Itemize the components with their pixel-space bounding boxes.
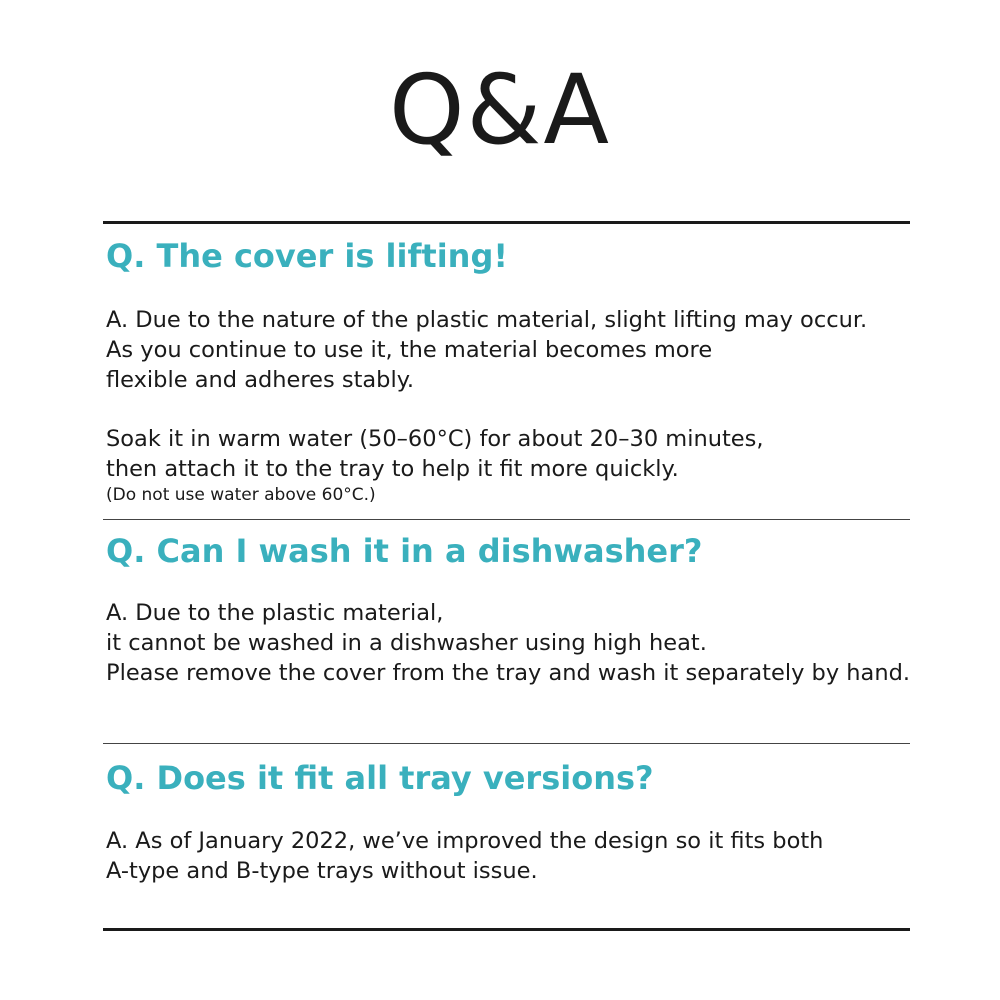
answer-line: it cannot be washed in a dishwasher using high heat.	[106, 630, 707, 656]
answer-line: flexible and adheres stably.	[106, 367, 414, 393]
divider-bottom	[103, 928, 910, 931]
answer-line: A-type and B-type trays without issue.	[106, 858, 538, 884]
answer-line: A. Due to the plastic material,	[106, 600, 444, 626]
divider	[103, 743, 910, 744]
answer-line: Soak it in warm water (50–60°C) for about 20–30 minutes,	[106, 426, 764, 452]
answer-tip-block-1	[106, 424, 764, 484]
answer-line: then attach it to the tray to help it fit more quickly.	[106, 456, 679, 482]
answer-block-1	[106, 305, 867, 395]
answer-line: Please remove the cover from the tray and wash it separately by hand.	[106, 660, 911, 686]
answer-block-2	[106, 598, 910, 688]
answer-block-3	[106, 826, 823, 886]
question-heading-2: Q. Can I wash it in a dishwasher?	[106, 532, 703, 570]
question-heading-3: Q. Does it fit all tray versions?	[106, 759, 654, 797]
answer-line: A. Due to the nature of the plastic material, slight lifting may occur.	[106, 307, 868, 333]
question-heading-1: Q. The cover is lifting!	[106, 237, 508, 275]
divider	[103, 519, 910, 520]
answer-note-1: (Do not use water above 60°C.)	[106, 485, 376, 505]
answer-line: A. As of January 2022, we’ve improved the design so it fits both	[106, 828, 824, 854]
page-title: Q&A	[388, 54, 612, 166]
answer-line: As you continue to use it, the material becomes more	[106, 337, 713, 363]
divider-top	[103, 221, 910, 224]
